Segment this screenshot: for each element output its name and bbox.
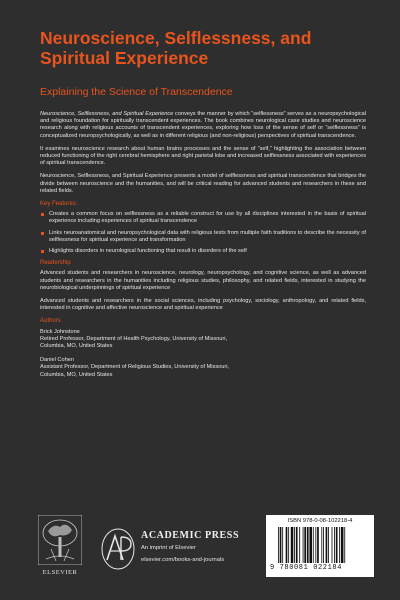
- description-paragraph-3: Neuroscience, Selflessness, and Spiritual Experience presents a model of selflessness and spiritual transcendence that bridges the divide between neuroscience and the humanities, and will be critical reading for advanced students and researchers in these and related fields.: [40, 173, 366, 194]
- blurb: [40, 111, 366, 385]
- author-entry: [40, 329, 366, 351]
- author-name: Brick Johnstone: [40, 328, 80, 335]
- author-name: Daniel Cohen: [40, 356, 74, 363]
- description-title-italic: Neuroscience, Selflessness, and Spiritual Experience: [40, 111, 174, 117]
- academic-press-logo-icon: [100, 527, 136, 571]
- isbn-barcode: [266, 515, 374, 577]
- author-affiliation: Retired Professor, Department of Health Psychology, University of Missouri,: [40, 336, 228, 343]
- key-features-list: [40, 211, 366, 255]
- key-feature-item: Creates a common focus on selflessness as a reliable construct for use by all disciplines interested in the basis of spiritual experience including experiences of spiritual transcendence: [40, 211, 366, 225]
- key-features-heading: Key Features:: [40, 201, 78, 208]
- publisher-imprint: An imprint of Elsevier: [141, 545, 196, 551]
- elsevier-wordmark: ELSEVIER: [42, 569, 78, 576]
- readership-heading: Readership: [40, 260, 71, 267]
- barcode-number: 9 780081 022184: [270, 564, 343, 572]
- description-text: conveys the manner by which “selflessness” serves as a neuropsychological and religious foundation for spiritually transcendent experiences. The book combines neurological case studies and neuroscience research along with religious accounts of transcendent experiences, exploring how loss of the sense of self or “selflessness” is conceptualized neuropsychologically, as well as in different religious (and non-religious) perspectives of spiritual transcendence.: [40, 111, 366, 139]
- readership-paragraph-1: Advanced students and researchers in neuroscience, neurology, neuropsychology, and cognitive science, as well as advanced students and researchers in the humanities including religious studies, philosophy, and related fields, interested in studying the neurobiological underpinnings of spiritual experience: [40, 270, 366, 291]
- key-feature-item: Highlights disorders in neurological functioning that result in disorders of the self: [40, 248, 366, 255]
- book-title: Neuroscience, Selflessness, and Spiritual Experience: [40, 28, 312, 68]
- readership-paragraph-2: Advanced students and researchers in the social sciences, including psychology, sociology, anthropology, and related fields, interested in cognitive and affective neuroscience and spiritual experience: [40, 298, 366, 312]
- description-paragraph-2: It examines neuroscience research about human brains processes and the sense of “self,” highlighting the association between reduced functioning of the right cerebral hemisphere and right parietal lobe and increased selflessness associated with experiences of spiritual transcendence.: [40, 145, 366, 167]
- elsevier-logo: [34, 515, 86, 585]
- author-location: Columbia, MO, United States: [40, 343, 113, 350]
- description-paragraph-1: [40, 111, 366, 140]
- author-affiliation: Assistant Professor, Department of Religious Studies, University of Missouri,: [40, 364, 230, 371]
- isbn-label: ISBN 978-0-08-102218-4: [287, 518, 353, 524]
- barcode-bars: [278, 527, 370, 563]
- publisher-website[interactable]: elsevier.com/books-and-journals: [141, 557, 225, 563]
- publisher-info: [141, 530, 261, 563]
- publisher-name: ACADEMIC PRESS: [141, 530, 240, 541]
- author-location: Columbia, MO, United States: [40, 371, 113, 378]
- elsevier-tree-icon: [38, 515, 82, 565]
- book-subtitle: Explaining the Science of Transcendence: [40, 86, 233, 98]
- authors-heading: Authors: [40, 318, 61, 325]
- key-feature-item: Links neuroanatomical and neuropsychological data with religious texts from multiple faith traditions to describe the necessity of selflessness for spiritual experience and transformation: [40, 230, 366, 244]
- author-entry: [40, 357, 366, 379]
